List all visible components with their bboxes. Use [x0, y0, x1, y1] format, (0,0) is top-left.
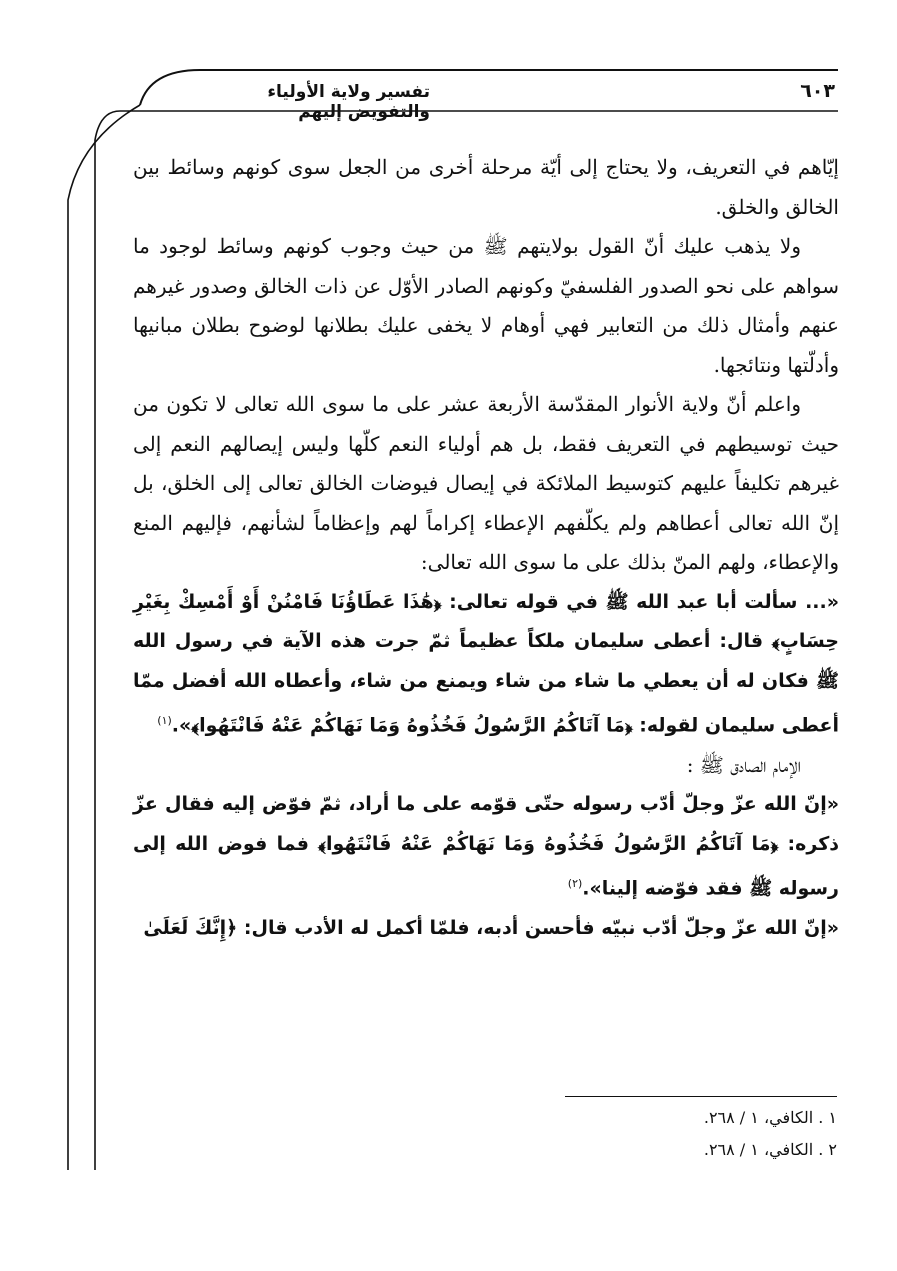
hadith-quote-1 [133, 583, 839, 746]
hadith-quote-1-text: «... سألت أبا عبد الله ﷺ في قوله تعالى: ﴿هَٰذَا عَطَاؤُنَا فَامْنُنْ أَوْ أَمْسِكْ بِغَيْرِ حِسَابٍ﴾ قال: أعطى سليمان ملكاً عظيماً ثمّ جرت هذه الآية في رسول الله ﷺ فكان له أن يعطي ما شاء من شاء ويمنع من شاء، وأعطاه الله أفضل ممّا أعطى سليمان لقوله: ﴿مَا آتَاكُمُ الرَّسُولُ فَخُذُوهُ وَمَا نَهَاكُمْ عَنْهُ فَانْتَهُوا﴾». [133, 590, 839, 737]
narrator-line: الإمام الصادق ﷺ : [686, 752, 801, 777]
paragraph-1: إيّاهم في التعريف، ولا يحتاج إلى أيّة مرحلة أخرى من الجعل سوى كونهم وسائط بين الخالق والخلق. [133, 155, 839, 219]
hadith-quote-2-text: «إنّ الله عزّ وجلّ أدّب رسوله حتّى قوّمه على ما أراد، ثمّ فوّض إليه فقال عزّ ذكره: ﴿مَا آتَاكُمُ الرَّسُولُ فَخُذُوهُ وَمَا نَهَاكُمْ عَنْهُ فَانْتَهُوا﴾ فما فوض الله إلى رسوله ﷺ فقد فوّضه إلينا». [133, 793, 839, 900]
paragraph-2: ولا يذهب عليك أنّ القول بولايتهم ﷺ من حيث وجوب كونهم وسائط لوجود ما سواهم على نحو الصدور الفلسفيّ وكونهم الصادر الأوّل عن ذات الخالق وصدور غيرهم عنهم وأمثال ذلك من التعابير فهي أوهام لا يخفى عليك بطلانها لوضوح بطلان مبانيها وأدلّتها ونتائجها. [133, 234, 839, 377]
hadith-quote-2 [133, 785, 839, 909]
footnote-ref-1: (١) [157, 714, 172, 727]
footnote-ref-2: (٢) [567, 877, 583, 891]
footnote-2: ٢ . الكافي، ١ / ٢٦٨. [703, 1140, 837, 1159]
footnote-separator [565, 1096, 837, 1097]
paragraph-3: واعلم أنّ ولاية الأنوار المقدّسة الأربعة عشر على ما سوى الله تعالى لا تكون من حيث توسيطهم في التعريف فقط، بل هم أولياء النعم كلّها وليس إيصالهم النعم إلى غيرهم تكليفاً عليهم كتوسيط الملائكة في إيصال فيوضات الخالق تعالى إلى الخلق، بل إنّ الله تعالى أعطاهم ولم يكلّفهم الإعطاء إكراماً لهم وإعظاماً لشأنهم، فإليهم المنع والإعطاء، ولهم المنّ بذلك على ما سوى الله تعالى: [133, 392, 839, 574]
footnote-1: ١ . الكافي، ١ / ٢٦٨. [703, 1108, 837, 1127]
page-number: ٦٠٣ [800, 80, 835, 102]
hadith-quote-3: «إنّ الله عزّ وجلّ أدّب نبيّه فأحسن أدبه، فلمّا أكمل له الأدب قال: ﴿إِنَّكَ لَعَلَىٰ [143, 917, 839, 940]
page-body [133, 148, 839, 949]
running-header-title: تفسير ولاية الأولياء والتفويض إليهم [267, 82, 430, 122]
